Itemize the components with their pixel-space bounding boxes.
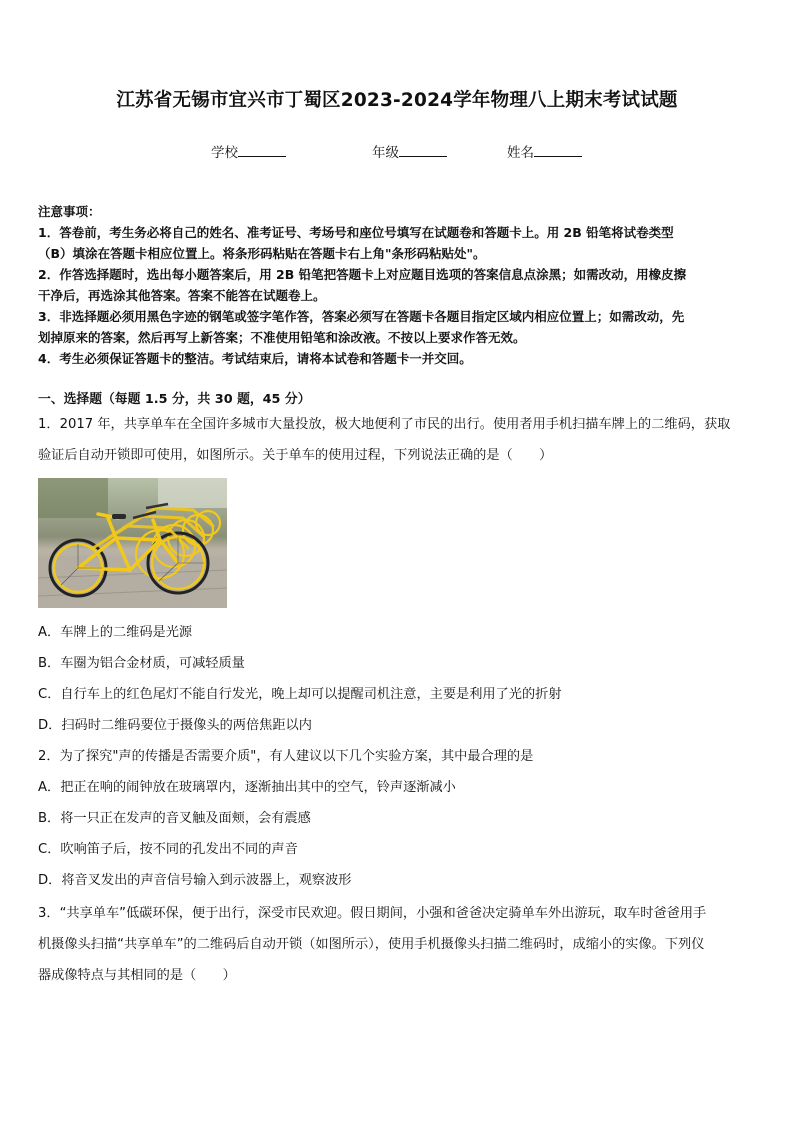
q1-option-b: B．车圈为铝合金材质，可减轻质量 — [38, 656, 245, 671]
notice-line-3: 2．作答选择题时，选出每小题答案后，用 2B 铅笔把答题卡上对应题目选项的答案信息点涂黑；如需改动，用橡皮擦 — [38, 267, 687, 282]
notice-line-1: 1．答卷前，考生务必将自己的姓名、准考证号、考场号和座位号填写在试题卷和答题卡上。用 2B 铅笔将试卷类型 — [38, 225, 674, 240]
q2-option-c: C．吹响笛子后，按不同的孔发出不同的声音 — [38, 842, 298, 857]
name-field — [507, 141, 582, 161]
notice-line-4: 干净后，再选涂其他答案。答案不能答在试题卷上。 — [38, 288, 326, 303]
section-heading: 一、选择题（每题 1.5 分，共 30 题，45 分） — [38, 392, 311, 407]
grade-field — [372, 141, 447, 161]
school-label: 学校 — [211, 145, 238, 161]
q1-stem-line-2: 验证后自动开锁即可使用，如图所示。关于单车的使用过程，下列说法正确的是（ ） — [38, 448, 553, 463]
page-title: 江苏省无锡市宜兴市丁蜀区2023-2024学年物理八上期末考试试题 — [116, 90, 678, 111]
school-field — [211, 141, 286, 161]
notice-line-7: 4．考生必须保证答题卡的整洁。考试结束后，请将本试卷和答题卡一并交回。 — [38, 351, 472, 366]
q3-stem-line-3: 器成像特点与其相同的是（ ） — [38, 968, 236, 983]
notice-line-2: （B）填涂在答题卡相应位置上。将条形码粘贴在答题卡右上角"条形码粘贴处"。 — [38, 246, 486, 261]
q2-option-d: D．将音叉发出的声音信号输入到示波器上，观察波形 — [38, 873, 352, 888]
shared-bicycles-photo — [38, 478, 227, 608]
q3-stem-line-2: 机摄像头扫描“共享单车”的二维码后自动开锁（如图所示），使用手机摄像头扫描二维码时，成缩小的实像。下列仪 — [38, 937, 705, 952]
notice-heading: 注意事项： — [38, 204, 101, 219]
school-blank — [238, 144, 286, 157]
grade-label: 年级 — [372, 145, 399, 161]
q3-stem-line-1: 3．“共享单车”低碳环保，便于出行，深受市民欢迎。假日期间，小强和爸爸决定骑单车外出游玩，取车时爸爸用手 — [38, 906, 707, 921]
q1-stem-line-1: 1．2017 年，共享单车在全国许多城市大量投放，极大地便利了市民的出行。使用者用手机扫描车牌上的二维码，获取 — [38, 417, 731, 432]
q1-option-d: D．扫码时二维码要位于摄像头的两倍焦距以内 — [38, 718, 312, 733]
q1-option-a: A．车牌上的二维码是光源 — [38, 625, 193, 640]
notice-line-6: 划掉原来的答案，然后再写上新答案；不准使用铅笔和涂改液。不按以上要求作答无效。 — [38, 330, 526, 345]
q2-stem: 2．为了探究"声的传播是否需要介质"，有人建议以下几个实验方案，其中最合理的是 — [38, 749, 534, 764]
q2-option-b: B．将一只正在发声的音叉触及面颊，会有震感 — [38, 811, 311, 826]
grade-blank — [399, 144, 447, 157]
q1-option-c: C．自行车上的红色尾灯不能自行发光，晚上却可以提醒司机注意，主要是利用了光的折射 — [38, 687, 562, 702]
q2-option-a: A．把正在响的闹钟放在玻璃罩内，逐渐抽出其中的空气，铃声逐渐减小 — [38, 780, 456, 795]
name-label: 姓名 — [507, 145, 534, 161]
name-blank — [534, 144, 582, 157]
notice-line-5: 3．非选择题必须用黑色字迹的钢笔或签字笔作答，答案必须写在答题卡各题目指定区域内相应位置上；如需改动，先 — [38, 309, 685, 324]
